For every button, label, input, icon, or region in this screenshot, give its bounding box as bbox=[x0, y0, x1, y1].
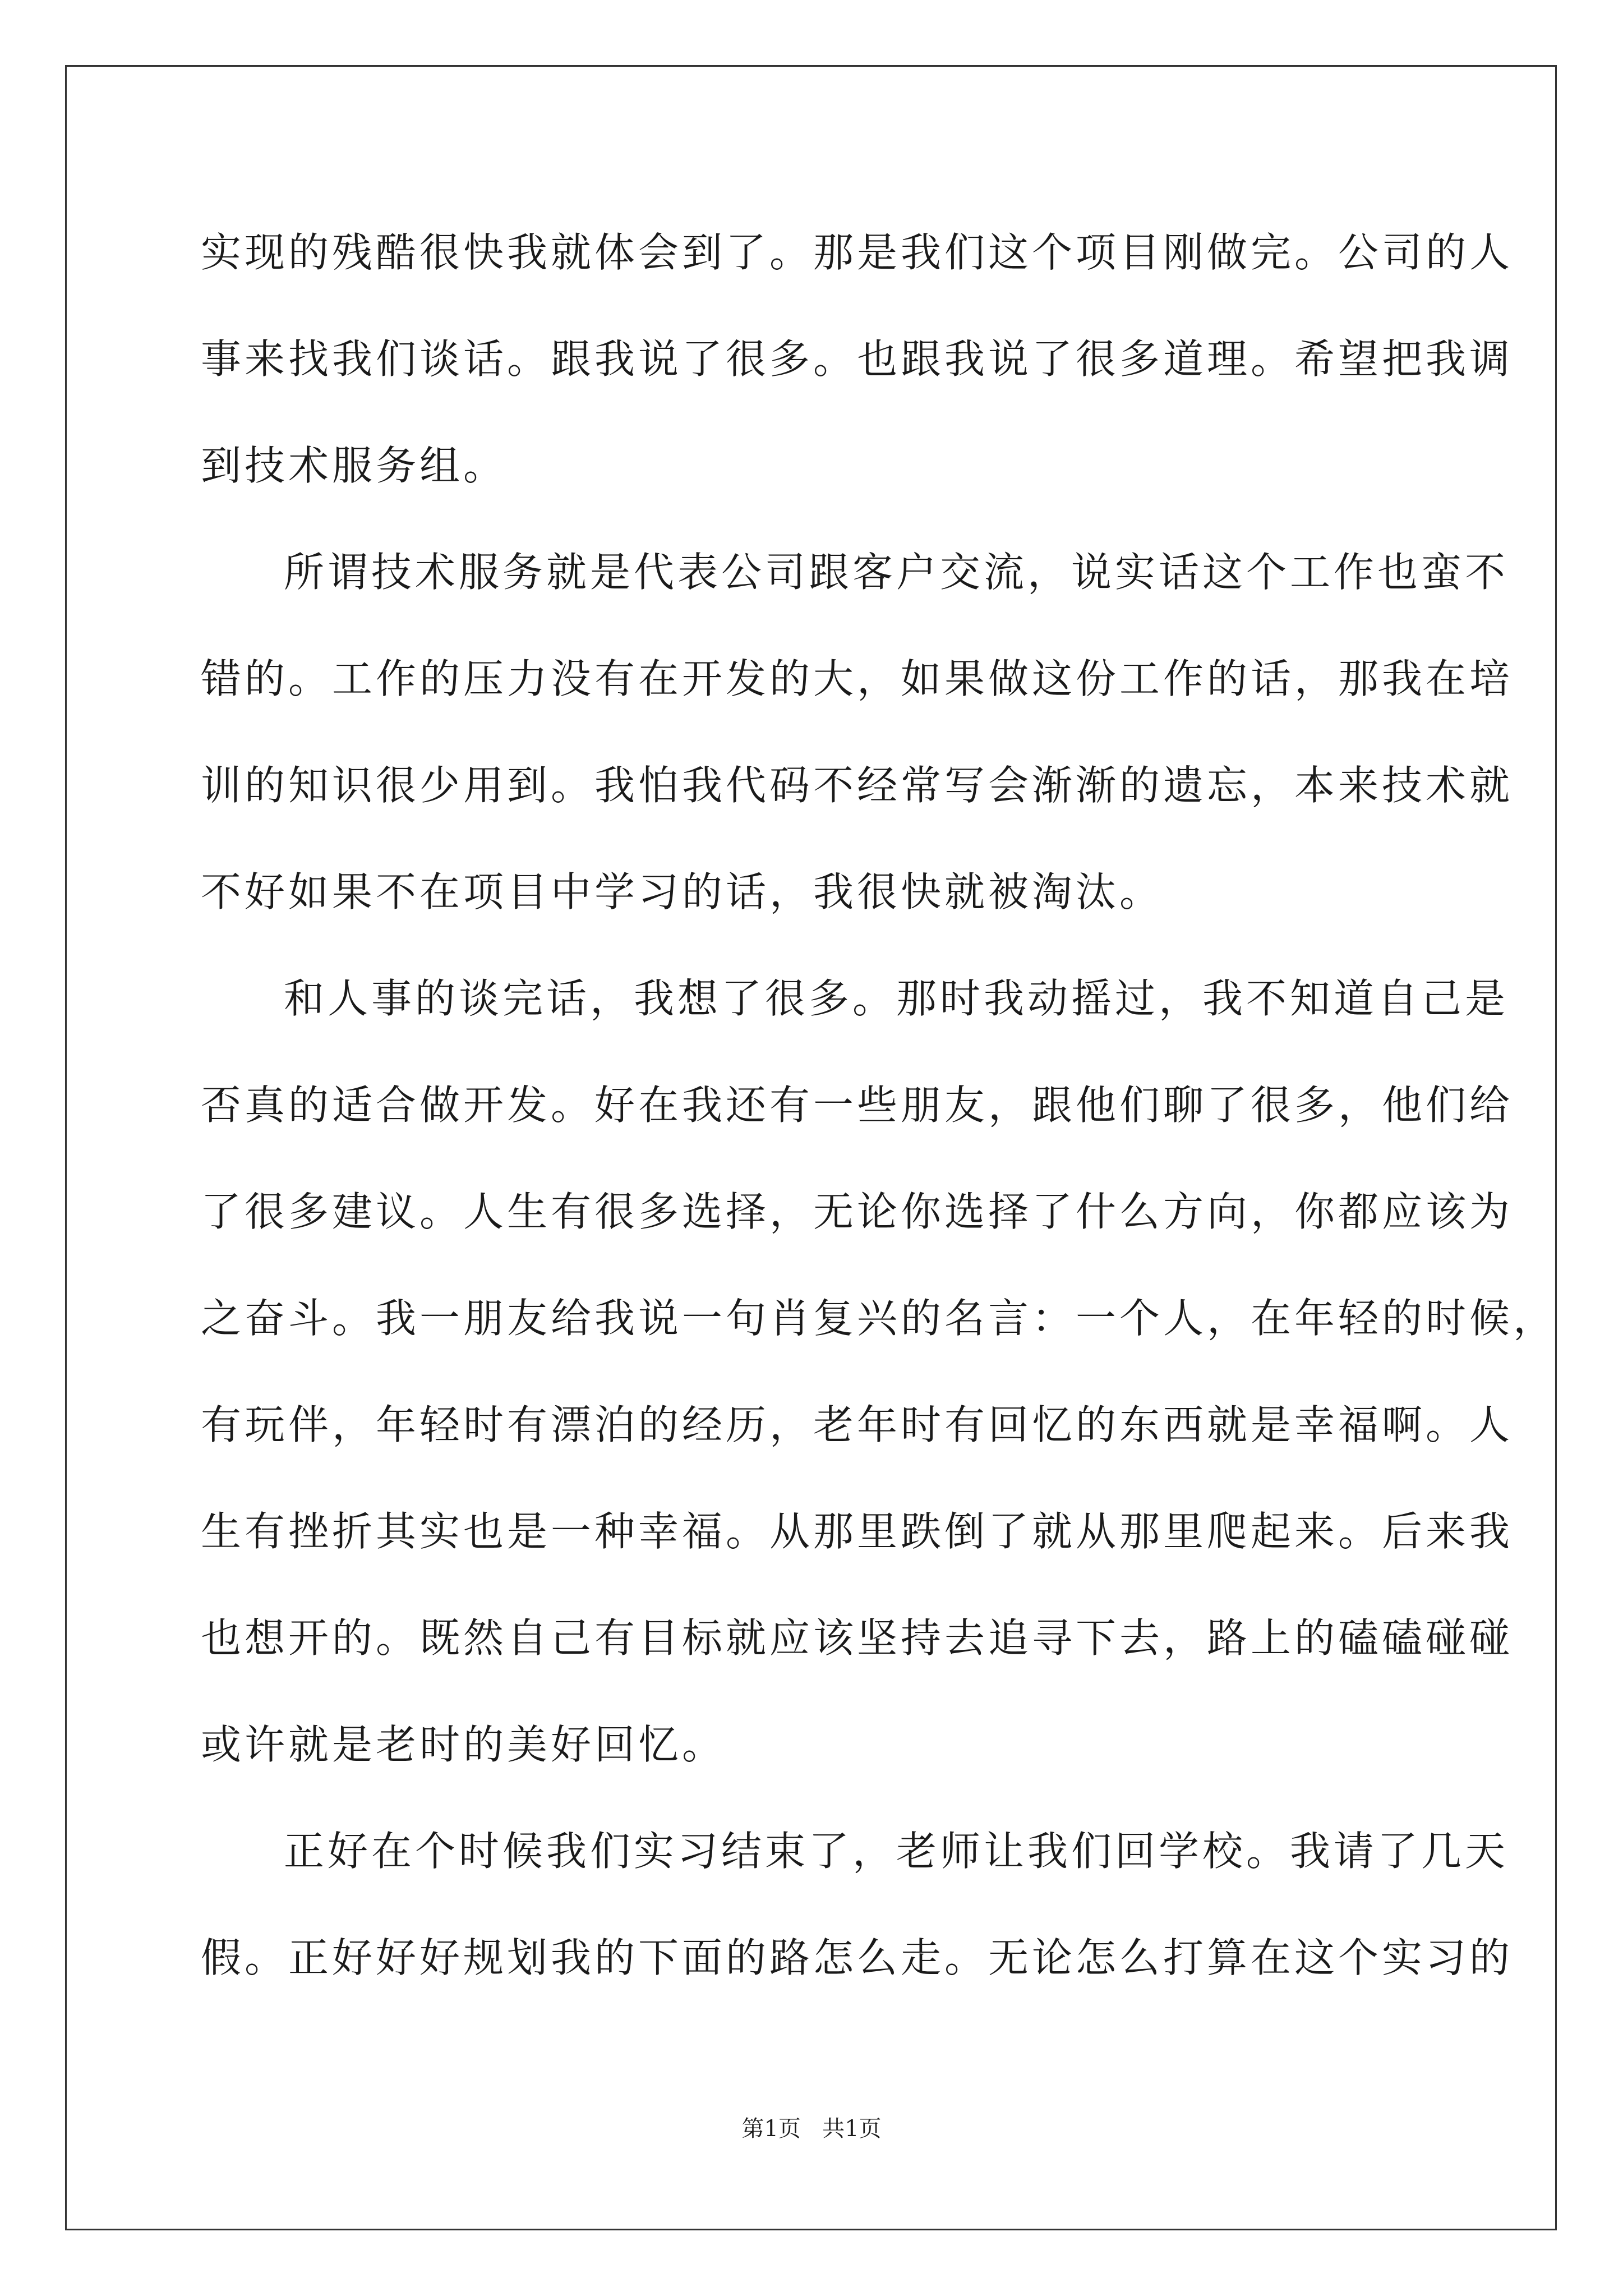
text-line: 了很多建议。人生有很多选择，无论你选择了什么方向，你都应该为 bbox=[201, 1188, 1514, 1235]
text-line: 到技术服务组。 bbox=[201, 442, 508, 489]
total-pages: 共1页 bbox=[822, 2116, 882, 2142]
text-line: 实现的残酷很快我就体会到了。那是我们这个项目刚做完。公司的人 bbox=[201, 229, 1514, 276]
text-line: 也想开的。既然自己有目标就应该坚持去追寻下去，路上的磕磕碰碰 bbox=[201, 1614, 1514, 1662]
text-line: 或许就是老时的美好回忆。 bbox=[201, 1721, 726, 1768]
page-number: 第1页 bbox=[741, 2116, 801, 2142]
text-line: 错的。工作的压力没有在开发的大，如果做这份工作的话，那我在培 bbox=[201, 655, 1514, 702]
paragraph-start-line: 所谓技术服务就是代表公司跟客户交流，说实话这个工作也蛮不 bbox=[284, 549, 1509, 596]
text-line: 训的知识很少用到。我怕我代码不经常写会渐渐的遗忘，本来技术就 bbox=[201, 762, 1514, 809]
text-line: 否真的适合做开发。好在我还有一些朋友，跟他们聊了很多，他们给 bbox=[201, 1082, 1514, 1129]
paragraph-start-line: 正好在个时候我们实习结束了，老师让我们回学校。我请了几天 bbox=[284, 1828, 1509, 1875]
text-line: 有玩伴，年轻时有漂泊的经历，老年时有回忆的东西就是幸福啊。人 bbox=[201, 1401, 1514, 1448]
text-line: 假。正好好好规划我的下面的路怎么走。无论怎么打算在这个实习的 bbox=[201, 1934, 1514, 1981]
paragraph-start-line: 和人事的谈完话，我想了很多。那时我动摇过，我不知道自己是 bbox=[284, 975, 1509, 1022]
text-line: 事来找我们谈话。跟我说了很多。也跟我说了很多道理。希望把我调 bbox=[201, 335, 1514, 383]
footer-separator bbox=[801, 2116, 822, 2142]
page-footer bbox=[0, 2115, 1623, 2143]
text-line: 生有挫折其实也是一种幸福。从那里跌倒了就从那里爬起来。后来我 bbox=[201, 1508, 1514, 1555]
text-line: 之奋斗。我一朋友给我说一句肖复兴的名言：一个人，在年轻的时候， bbox=[201, 1295, 1557, 1342]
text-line: 不好如果不在项目中学习的话，我很快就被淘汰。 bbox=[201, 868, 1164, 915]
